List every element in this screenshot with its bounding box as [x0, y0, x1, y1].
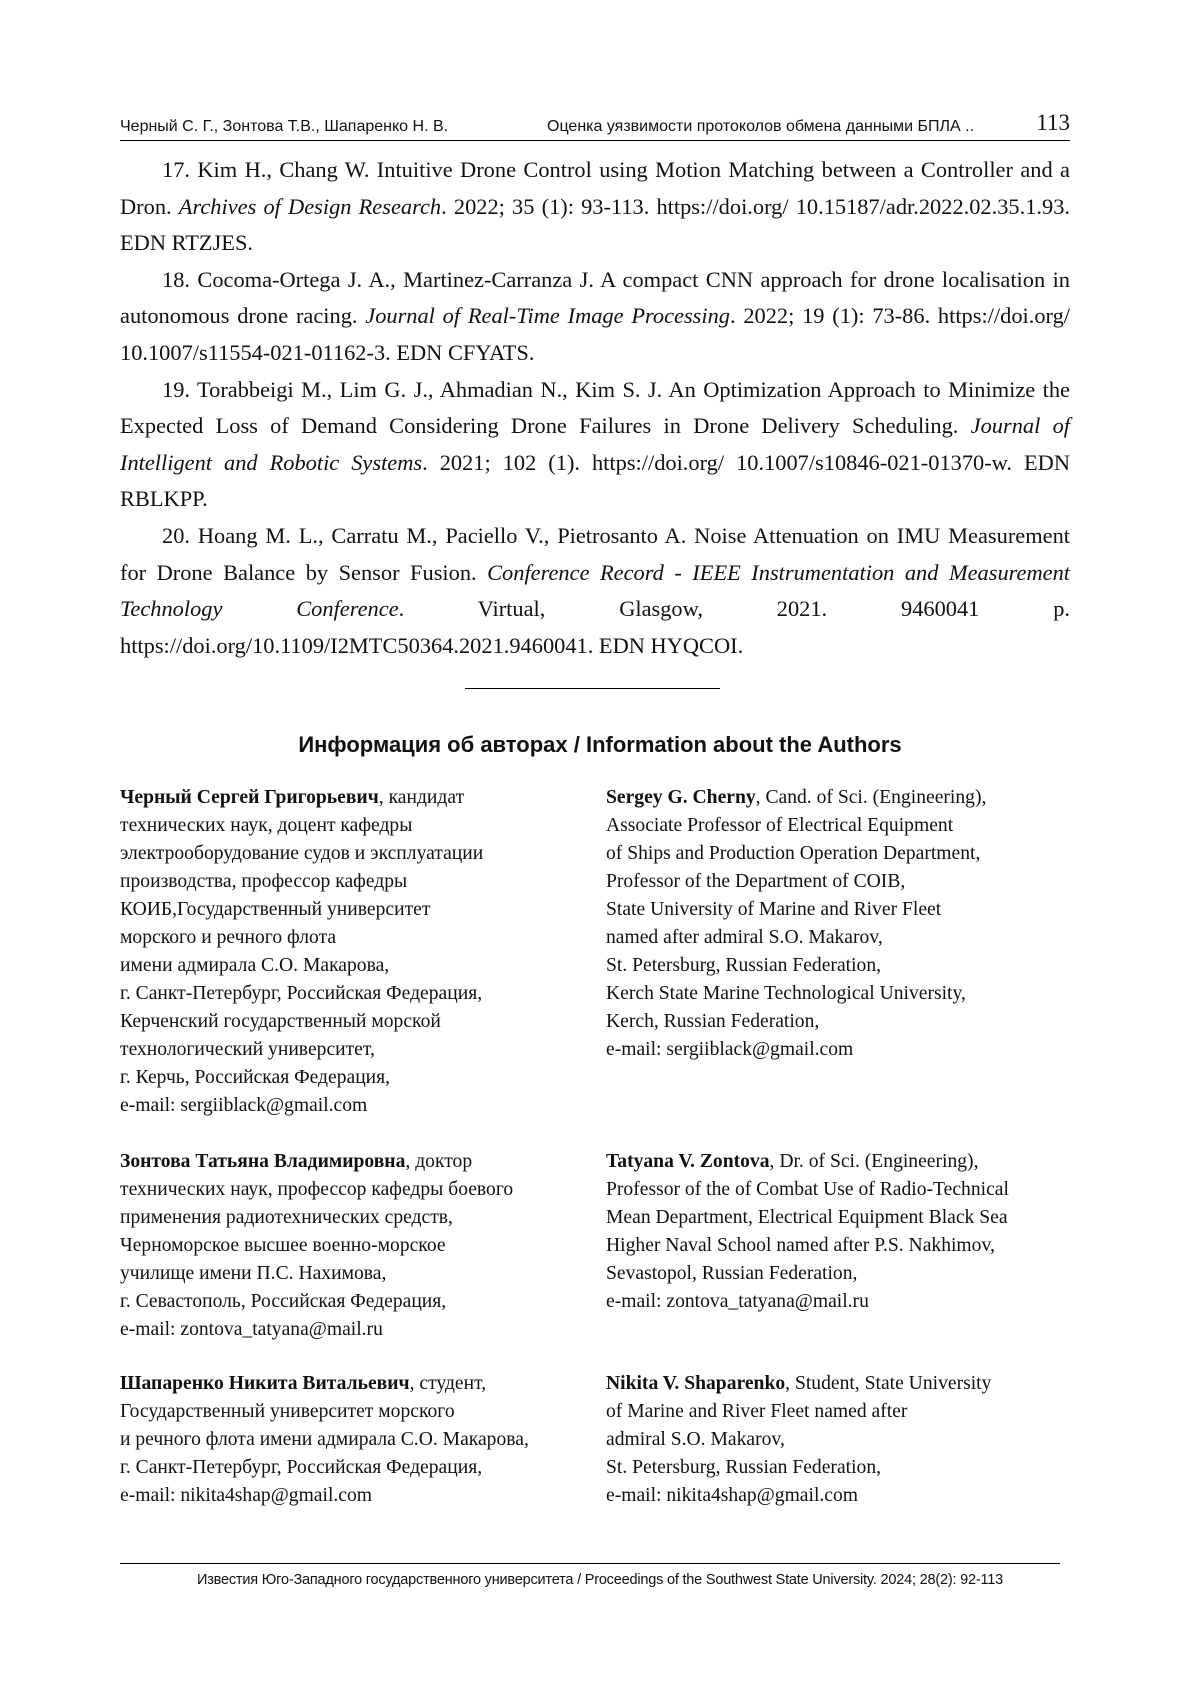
journal-title: Journal of Real-Time Image Processing: [365, 303, 730, 329]
reference-item: 19. Torabbeigi M., Lim G. J., Ahmadian N., Kim S. J. An Optimization Approach to Minimize the Expected Loss of Demand Considering Drone Failures in Drone Delivery Scheduling. Journal of Intelligent and Robotic Systems. 2021; 102 (1). https://doi.org/ 10.1007/s10846-021-01370-w. EDN RBLKPP.: [120, 376, 1070, 512]
author-email[interactable]: e-mail: nikita4shap@gmail.com: [120, 1485, 373, 1506]
page-footer: Известия Юго-Западного государственного университета / Proceedings of the Southwest State University. 2024; 28(2): 92-113: [196, 1572, 1004, 1588]
footer-rule: [120, 1563, 1060, 1564]
reference-list: [120, 152, 1070, 664]
author-email[interactable]: e-mail: sergiiblack@gmail.com: [606, 1039, 854, 1060]
page-number: 113: [1036, 110, 1070, 135]
author-email[interactable]: e-mail: nikita4shap@gmail.com: [606, 1485, 859, 1506]
reference-item: 18. Cocoma-Ortega J. A., Martinez-Carranza J. A compact CNN approach for drone localisation in autonomous drone racing. Journal of Real-Time Image Processing. 2022; 19 (1): 73-86. https://doi.org/ 10.1007/s11554-021-01162-3. EDN CFYATS.: [120, 266, 1070, 365]
author-name: Sergey G. Cherny: [606, 787, 756, 808]
author-info-en: Tatyana V. Zontova, Dr. of Sci. (Engineering), Professor of the of Combat Use of Radio-Technical Mean Department, Electrical Equipment Black Sea Higher Naval School named after P.S. Nakhimov, Sevastopol, Russian Federation, e-mail: zontova_tatyana@mail.ru: [606, 1148, 1076, 1316]
journal-title: Conference Record - IEEE Instrumentation and Measurement Technology Conference: [120, 559, 1070, 622]
header-authors: Черный С. Г., Зонтова Т.В., Шапаренко Н. В.: [120, 118, 449, 135]
running-header: [120, 110, 1070, 140]
reference-item: 17. Kim H., Chang W. Intuitive Drone Control using Motion Matching between a Controller and a Dron. Archives of Design Research. 2022; 35 (1): 93-113. https://doi.org/ 10.15187/adr.2022.02.35.1.93. EDN RTZJES.: [120, 157, 1070, 256]
author-info-ru: Зонтова Татьяна Владимировна, доктор технических наук, профессор кафедры боевого применения радиотехнических средств, Черноморское высшее военно-морское училище имени П.С. Нахимова, г. Севастополь, Российская Федерация, e-mail: zontova_tatyana@mail.ru: [120, 1148, 590, 1344]
author-name: Tatyana V. Zontova: [606, 1151, 770, 1172]
author-email[interactable]: e-mail: zontova_tatyana@mail.ru: [120, 1319, 383, 1340]
author-email[interactable]: e-mail: zontova_tatyana@mail.ru: [606, 1291, 869, 1312]
author-email[interactable]: e-mail: sergiiblack@gmail.com: [120, 1095, 368, 1116]
journal-title: Journal of Intelligent and Robotic Systems: [120, 413, 1070, 475]
author-name: Зонтова Татьяна Владимировна: [120, 1151, 406, 1172]
author-info-en: Nikita V. Shaparenko, Student, State University of Marine and River Fleet named after admiral S.O. Makarov, St. Petersburg, Russian Federation, e-mail: nikita4shap@gmail.com: [606, 1370, 1076, 1510]
author-info-ru: Шапаренко Никита Витальевич, студент, Государственный университет морского и речного флота имени адмирала С.О. Макарова, г. Санкт-Петербург, Российская Федерация, e-mail: nikita4shap@gmail.com: [120, 1370, 590, 1510]
journal-title: Archives of Design Research: [178, 193, 442, 219]
authors-heading: Информация об авторах / Information about the Authors: [298, 732, 902, 757]
author-info-ru: Черный Сергей Григорьевич, кандидат технических наук, доцент кафедры электрооборудование судов и эксплуатации производства, профессор кафедры КОИБ,Государственный университет морского и речного флота имени адмирала С.О. Макарова, г. Санкт-Петербург, Российская Федерация, Керченский государственный морской технологический университет, г. Керчь, Российская Федерация, e-mail: sergiiblack@gmail.com: [120, 784, 590, 1120]
header-rule: [120, 140, 1070, 141]
author-name: Шапаренко Никита Витальевич: [120, 1373, 410, 1394]
author-name: Черный Сергей Григорьевич: [120, 787, 379, 808]
header-article-title: Оценка уязвимости протоколов обмена данными БПЛА ..: [547, 118, 975, 135]
section-separator: [465, 688, 720, 689]
reference-item: 20. Hoang M. L., Carratu M., Paciello V., Pietrosanto A. Noise Attenuation on IMU Measurement for Drone Balance by Sensor Fusion. Conference Record - IEEE Instrumentation and Measurement Technology Conference. Virtual, Glasgow, 2021. 9460041 p. https://doi.org/10.1109/I2MTC50364.2021.9460041. EDN HYQCOI.: [120, 522, 1071, 658]
author-name: Nikita V. Shaparenko: [606, 1373, 786, 1394]
author-info-en: Sergey G. Cherny, Cand. of Sci. (Engineering), Associate Professor of Electrical Equipment of Ships and Production Operation Department, Professor of the Department of COIB, State University of Marine and River Fleet named after admiral S.O. Makarov, St. Petersburg, Russian Federation, Kerch State Marine Technological University, Kerch, Russian Federation, e-mail: sergiiblack@gmail.com: [606, 784, 1076, 1064]
